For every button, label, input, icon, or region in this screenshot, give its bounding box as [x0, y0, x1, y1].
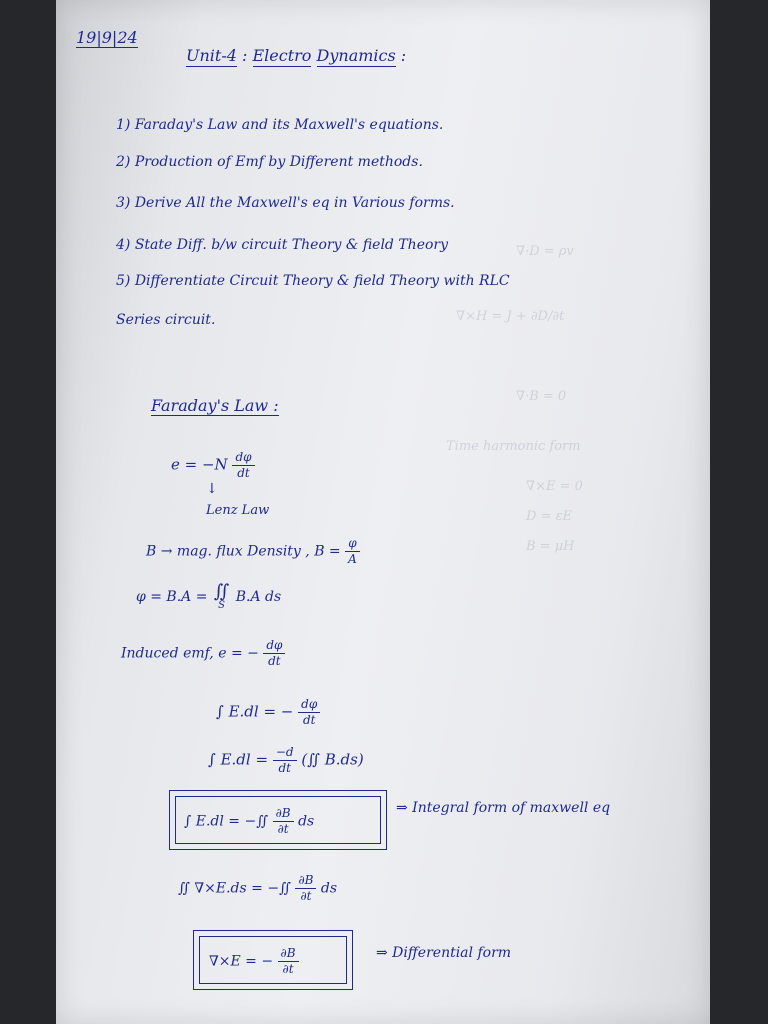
question-5-continued: Series circuit.: [116, 312, 216, 328]
bleed-through-text: D = εE: [526, 509, 573, 524]
line-integral-2-numerator: −d: [273, 745, 297, 761]
bleed-through-text: ∇×H = J + ∂D/∂t: [456, 309, 565, 324]
double-integral-symbol: ∬: [213, 581, 230, 602]
induced-emf-line: [121, 638, 285, 669]
differential-form-equation: [209, 946, 299, 977]
integral-form-equation: [184, 806, 314, 837]
line-integral-1: [216, 697, 320, 728]
integral-form-lhs: ∫ E.dl = −∬: [184, 813, 269, 830]
induced-numerator: dφ: [263, 638, 285, 654]
line-integral-1-fraction: [298, 697, 320, 728]
flux-integral: [214, 583, 229, 611]
flux-density-numerator: φ: [345, 536, 360, 552]
bleed-through-text: ∇×E = 0: [526, 479, 583, 494]
integral-form-rhs: ds: [298, 813, 315, 830]
curl-rhs: ds: [320, 880, 338, 897]
flux-equation: [136, 583, 281, 611]
title-word-electro: Electro: [252, 46, 312, 65]
flux-density-rhs: B =: [314, 543, 341, 560]
line-integral-2-denominator: dt: [278, 761, 291, 775]
flux-lhs: φ = B.A =: [136, 589, 208, 605]
differential-form-note: ⇒ Differential form: [376, 945, 512, 961]
flux-density-line: [146, 536, 360, 567]
line-integral-1-numerator: dφ: [298, 697, 320, 713]
surface-subscript: S: [218, 600, 226, 611]
down-arrow: ↓: [206, 481, 218, 497]
differential-form-fraction: [278, 946, 299, 977]
title-separator: :: [242, 46, 248, 65]
flux-density-denominator: A: [348, 552, 357, 566]
line-integral-1-lhs: ∫ E.dl = −: [216, 702, 294, 721]
question-5: 5) Differentiate Circuit Theory & field Theory with RLC: [116, 273, 510, 289]
question-4: 4) State Diff. b/w circuit Theory & field Theory: [116, 237, 449, 253]
line-integral-2-lhs: ∫ E.dl =: [208, 750, 269, 769]
line-integral-2-rhs: (∬ B.ds): [301, 750, 364, 769]
emf-lhs: e = −N: [171, 455, 228, 474]
page-title: [186, 48, 406, 64]
date: 19|9|24: [76, 28, 138, 47]
curl-fraction: [295, 873, 316, 904]
flux-rhs: B.A ds: [235, 589, 282, 605]
question-3: 3) Derive All the Maxwell's eq in Various forms.: [116, 195, 455, 211]
integral-form-numerator: ∂B: [273, 806, 294, 822]
notebook-page: [56, 0, 710, 1024]
bleed-through-text: Time harmonic form: [446, 439, 581, 454]
integral-form-fraction: [273, 806, 294, 837]
title-word-dynamics: Dynamics: [316, 46, 396, 65]
line-integral-2-fraction: [273, 745, 297, 776]
induced-denominator: dt: [268, 654, 281, 668]
emf-fraction: [232, 450, 254, 481]
emf-numerator: dφ: [232, 450, 254, 466]
line-integral-1-denominator: dt: [302, 713, 316, 727]
section-heading: Faraday's Law :: [151, 396, 279, 415]
differential-form-lhs: ∇×E = −: [209, 953, 274, 970]
curl-lhs: ∬ ∇×E.ds = −∬: [178, 880, 291, 897]
differential-form-denominator: ∂t: [282, 962, 294, 976]
flux-density-text: B → mag. flux Density ,: [146, 543, 310, 560]
curl-numerator: ∂B: [295, 873, 316, 889]
lenz-law-label: Lenz Law: [206, 503, 270, 518]
emf-equation: [171, 450, 255, 481]
line-integral-2: [208, 745, 364, 776]
induced-emf-text: Induced emf, e = −: [121, 645, 259, 662]
induced-emf-fraction: [263, 638, 285, 669]
bleed-through-text: ∇·B = 0: [516, 389, 567, 404]
differential-form-numerator: ∂B: [278, 946, 299, 962]
bleed-through-text: ∇·D = ρv: [516, 244, 574, 259]
integral-form-denominator: ∂t: [277, 822, 289, 836]
title-colon: :: [400, 46, 407, 65]
curl-equation: [178, 873, 337, 904]
flux-density-fraction: [345, 536, 360, 567]
question-1: 1) Faraday's Law and its Maxwell's equations.: [116, 117, 444, 133]
emf-denominator: dt: [237, 466, 250, 480]
integral-form-note: ⇒ Integral form of maxwell eq: [396, 800, 611, 816]
bleed-through-text: B = μH: [526, 539, 575, 554]
question-2: 2) Production of Emf by Different methods.: [116, 154, 423, 170]
title-unit: Unit-4: [186, 46, 237, 65]
curl-denominator: ∂t: [300, 889, 312, 903]
